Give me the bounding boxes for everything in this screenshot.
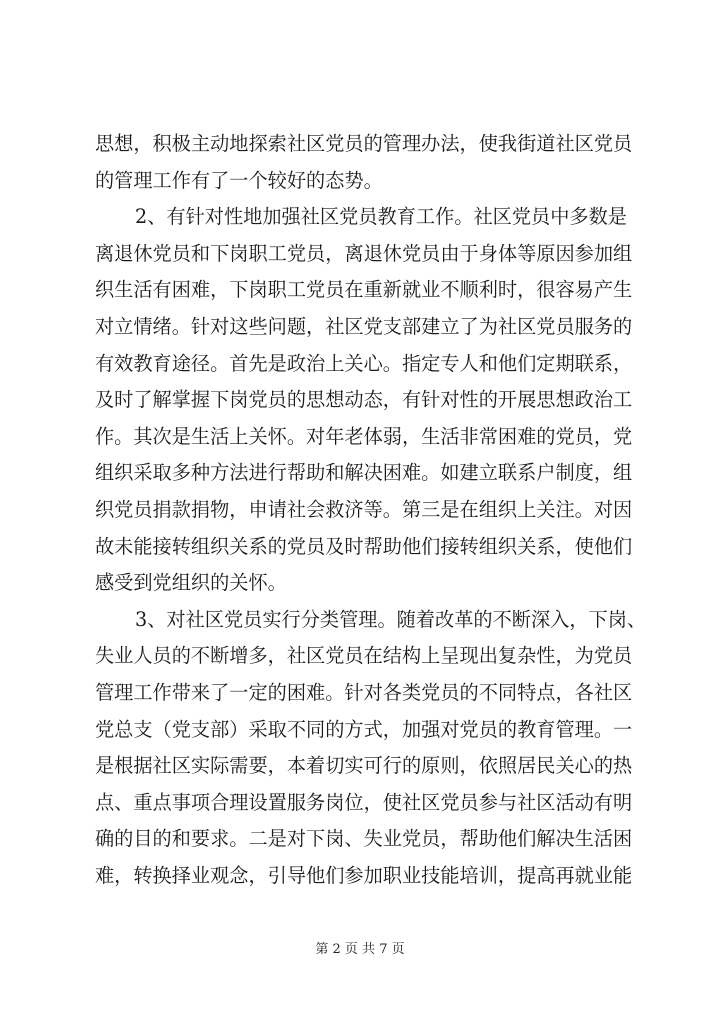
text-line: 失业人员的不断增多，社区党员在结构上呈现出复杂性，为党员	[95, 644, 633, 668]
text-line: 点、重点事项合理设置服务岗位，使社区党员参与社区活动有明	[95, 790, 633, 814]
body-text	[95, 126, 647, 894]
text-line: 感受到党组织的关怀。	[95, 571, 287, 595]
text-line: 党总支（党支部）采取不同的方式，加强对党员的教育管理。一	[95, 717, 633, 741]
text-line: 织生活有困难，下岗职工党员在重新就业不顺利时，很容易产生	[95, 278, 633, 302]
text-line: 思想，积极主动地探索社区党员的管理办法，使我街道社区党员	[95, 132, 633, 155]
paragraph-first-line: 3、对社区党员实行分类管理。随着改革的不断深入，下岗、	[135, 607, 647, 631]
text-line: 故未能接转组织关系的党员及时帮助他们接转组织关系，使他们	[95, 534, 633, 558]
text-line: 确的目的和要求。二是对下岗、失业党员，帮助他们解决生活困	[95, 827, 633, 851]
text-line: 组织采取多种方法进行帮助和解决困难。如建立联系户制度，组	[95, 461, 633, 485]
text-line: 织党员捐款捐物，申请社会救济等。第三是在组织上关注。对因	[95, 497, 633, 521]
text-line: 对立情绪。针对这些问题，社区党支部建立了为社区党员服务的	[95, 314, 633, 338]
text-line: 作。其次是生活上关怀。对年老体弱，生活非常困难的党员，党	[95, 424, 633, 448]
text-line: 的管理工作有了一个较好的态势。	[95, 168, 383, 192]
text-line: 离退休党员和下岗职工党员，离退休党员由于身体等原因参加组	[95, 241, 633, 265]
page-number-footer: 第 2 页 共 7 页	[315, 942, 405, 957]
text-line: 管理工作带来了一定的困难。针对各类党员的不同特点，各社区	[95, 680, 633, 704]
text-line: 难，转换择业观念，引导他们参加职业技能培训，提高再就业能	[95, 863, 633, 887]
text-line: 有效教育途径。首先是政治上关心。指定专人和他们定期联系，	[95, 351, 633, 375]
paragraph-first-line: 2、有针对性地加强社区党员教育工作。社区党员中多数是	[135, 205, 627, 229]
text-line: 是根据社区实际需要，本着切实可行的原则，依照居民关心的热	[95, 754, 633, 778]
text-line: 及时了解掌握下岗党员的思想动态，有针对性的开展思想政治工	[95, 388, 633, 412]
